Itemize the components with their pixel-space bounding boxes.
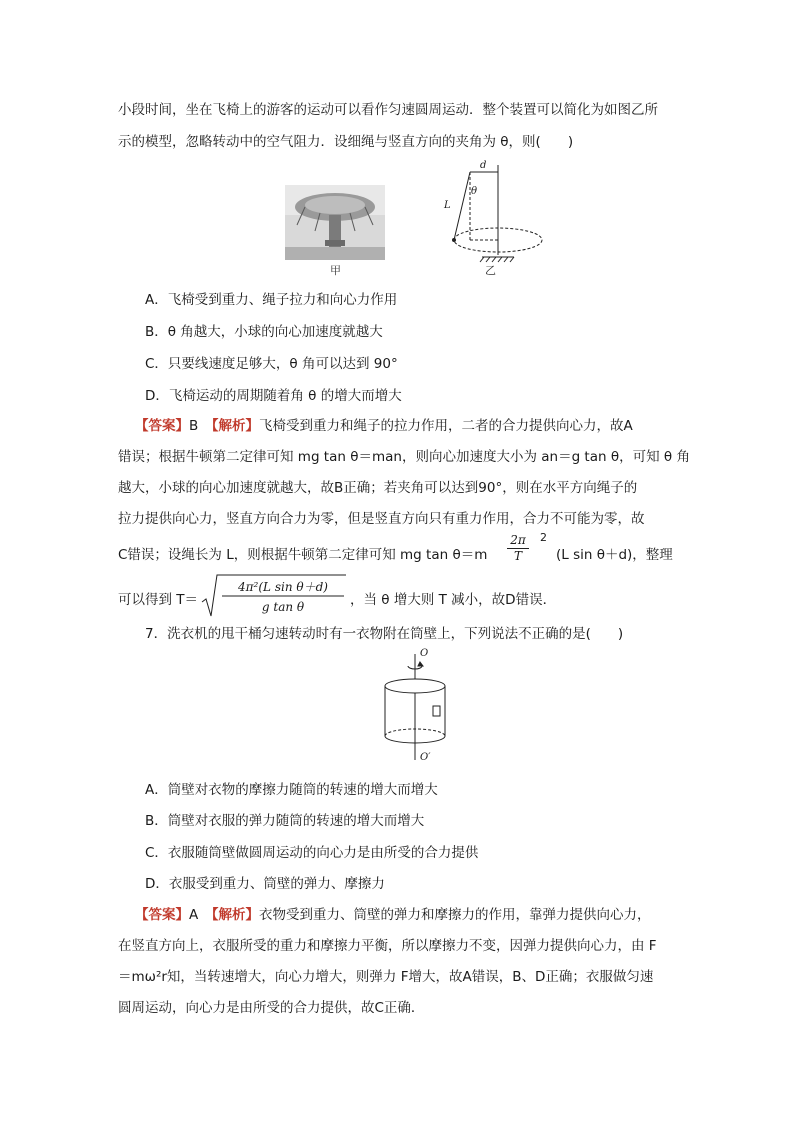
q6-answer-line-5b: (L sin θ＋d)，整理 — [556, 547, 673, 563]
label-L: L — [444, 200, 451, 211]
q6-answer-line-3: 越大，小球的向心加速度就越大，故B正确；若夹角可以达到90°，则在水平方向绳子的 — [118, 480, 638, 496]
analysis-text: 飞椅受到重力和绳子的拉力作用，二者的合力提供向心力，故A — [259, 418, 633, 434]
fraction-denominator: T — [513, 549, 522, 563]
q6-answer-line-6a: 可以得到 T＝ — [118, 592, 199, 608]
label-d: d — [480, 160, 487, 171]
analysis-tag: 【解析】 — [211, 907, 259, 923]
q7-answer-line-2: 在竖直方向上，衣服所受的重力和摩擦力平衡，所以摩擦力不变，因弹力提供向心力，由 F — [118, 938, 657, 954]
q7-answer-line-4: 圆周运动，向心力是由所受的合力提供，故C正确． — [118, 1000, 425, 1016]
q7-option-a: A．筒壁对衣物的摩擦力随筒的转速的增大而增大 — [145, 782, 438, 798]
fraction-numerator: 2π — [507, 533, 529, 549]
swing-ride-photo — [285, 185, 385, 260]
q6-option-b: B．θ 角越大，小球的向心加速度就越大 — [145, 324, 383, 340]
q7-stem: 7．洗衣机的甩干桶匀速转动时有一衣物附在筒壁上，下列说法不正确的是( ) — [145, 626, 624, 642]
answer-tag: 【答案】 — [135, 418, 189, 434]
intro-line-1: 小段时间，坐在飞椅上的游客的运动可以看作匀速圆周运动．整个装置可以简化为如图乙所 — [118, 102, 658, 118]
sqrt-denominator: g tan θ — [261, 600, 305, 614]
sqrt-numerator: 4π²(L sin θ＋d) — [238, 580, 328, 594]
washing-drum-diagram — [370, 648, 460, 766]
intro-line-2: 示的模型，忽略转动中的空气阻力．设细绳与竖直方向的夹角为 θ，则( ) — [118, 134, 574, 150]
q7-option-d: D．衣服受到重力、筒壁的弹力、摩擦力 — [145, 876, 385, 892]
q7-option-b: B．筒壁对衣服的弹力随筒的转速的增大而增大 — [145, 813, 425, 829]
fraction-2pi-over-T — [507, 533, 529, 564]
analysis-text: 衣物受到重力、筒壁的弹力和摩擦力的作用，靠弹力提供向心力， — [259, 907, 651, 923]
label-O: O — [420, 648, 429, 659]
analysis-tag: 【解析】 — [211, 418, 260, 434]
label-O-prime: O′ — [420, 752, 431, 763]
answer-letter: A — [189, 907, 199, 923]
label-theta: θ — [471, 186, 478, 197]
sqrt-fraction — [200, 572, 348, 620]
q6-answer-line-2: 错误；根据牛顿第二定律可知 mg tan θ＝man，则向心加速度大小为 an＝g tan θ，可知 θ 角 — [118, 449, 690, 465]
q7-answer-line-1 — [135, 905, 651, 925]
q6-answer-line-1 — [135, 416, 633, 436]
q6-option-d: D．飞椅运动的周期随着角 θ 的增大而增大 — [145, 388, 402, 404]
q6-option-c: C．只要线速度足够大，θ 角可以达到 90° — [145, 356, 398, 372]
figure-caption-jia: 甲 — [330, 264, 341, 277]
q7-option-c: C．衣服随筒壁做圆周运动的向心力是由所受的合力提供 — [145, 845, 479, 861]
q6-answer-line-6b: ，当 θ 增大则 T 减小，故D错误． — [350, 592, 557, 608]
figure-caption-yi: 乙 — [485, 264, 496, 277]
swing-model-diagram — [440, 160, 550, 270]
q6-answer-line-5a: C错误；设绳长为 L，则根据牛顿第二定律可知 mg tan θ＝m — [118, 547, 488, 563]
answer-tag: 【答案】 — [135, 907, 189, 923]
exponent-2: 2 — [540, 531, 547, 544]
q7-answer-line-3: ＝mω²r知，当转速增大，向心力增大，则弹力 F增大，故A错误，B、D正确；衣服做匀速 — [118, 969, 654, 985]
q6-answer-line-4: 拉力提供向心力，竖直方向合力为零，但是竖直方向只有重力作用，合力不可能为零，故 — [118, 511, 645, 527]
q6-option-a: A．飞椅受到重力、绳子拉力和向心力作用 — [145, 292, 398, 308]
answer-letter: B — [189, 418, 199, 434]
